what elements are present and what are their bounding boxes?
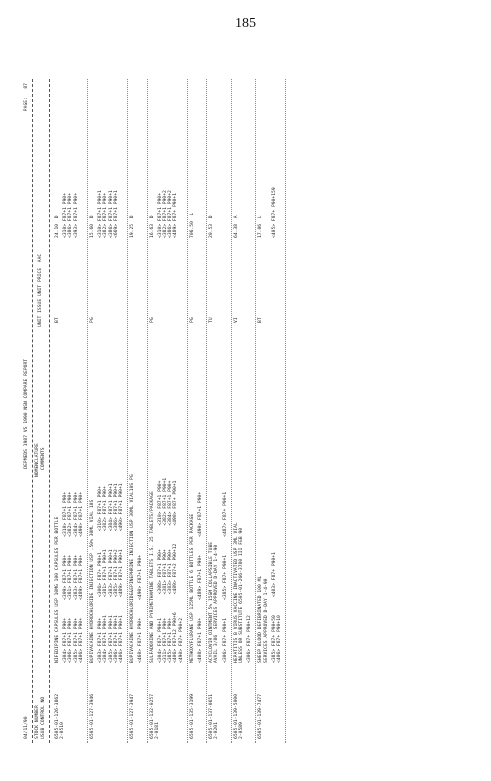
col-usub-control: USUB CONTROL NO bbox=[41, 696, 46, 739]
report-header bbox=[24, 83, 29, 739]
entry-divider bbox=[285, 79, 286, 743]
stock-number: 6505-01-127-3947 bbox=[130, 693, 136, 739]
right-code-column: <310> F87+1 P90+ <386> F87+1 P90+ <393> F87+1 P90+ bbox=[63, 192, 79, 238]
unit-issue: BT bbox=[55, 317, 60, 323]
right-code-column: <405> F87+ P90+159 bbox=[271, 187, 277, 238]
stock-number: 6505-01-126-3862 2-0510 bbox=[55, 693, 66, 739]
nomenclature: BUPIVACAINE HYDROCHLORIDE&EPINEPHRINE INJECTION USP 30ML VIAL10S PG bbox=[130, 474, 136, 663]
nomenclature: BUPIVACAINE HYDROCHLORIDE INJECTION USP .50% 30ML VIAL 10S bbox=[90, 499, 95, 663]
nomenclature: SHEEP BLOOD DEFIBRINATED 100 ML SERVICES APPROVED D-DAY 1-4-90 bbox=[258, 575, 269, 663]
code-column: <310> F87+1 P90+ <382> F87+1 P90+ <384> F87+1 P90+ <490> F87+1 P90+ bbox=[63, 491, 84, 537]
code-columns bbox=[63, 203, 84, 663]
code-column: <490> F87+1 P90+ bbox=[138, 554, 144, 600]
nomenclature: NIFEDIPINE CAPSULES USP 10MG 100 CAPSULES PER BOTTLE bbox=[55, 516, 60, 663]
unit-price: 19.25 D bbox=[130, 215, 136, 238]
nomenclature: ACYCLOVIR OINTMENT 5% 15GM COLLAPSIBLE TUBE AVAIL 3/86 SERVICES APPROVED D-DAY 1-4-90 bbox=[209, 541, 220, 663]
unit-issue: VI bbox=[233, 317, 239, 323]
col-unit-issue: UNIT ISSUE UNIT PRICE AAC bbox=[38, 253, 43, 327]
page-number: 185 bbox=[235, 16, 256, 31]
report-title: DEPMEDS 1987 VS 1990 NSN COMPARE REPORT bbox=[24, 358, 29, 469]
code-column: <385> F87+ P90+50 <406> F87+ P90+10 bbox=[271, 615, 282, 663]
code-column: <303> F87+1 P90+ <304> F87+1 P90+1 <305> F87+1 P90+1 <306> F87+1 P90+1 <406> F87+1 P90+1 bbox=[98, 615, 124, 663]
code-column: <304> F87+ P90+1 <311> F87+1 P90+ <385> F87+1 P90+ <406> F87+12 P90+6 <490> F87+ P90+2 bbox=[157, 612, 184, 663]
unit-price: 24.10 D bbox=[55, 215, 60, 238]
col-stock-number: STOCK NUMBER bbox=[35, 705, 40, 739]
code-column: <490> F87+1 P90+ bbox=[197, 491, 203, 537]
col-nomenclature: NOMENCLATURE bbox=[35, 443, 40, 477]
code-columns bbox=[198, 203, 203, 663]
stock-number: 6505-01-132-0257 2-0181 bbox=[149, 693, 160, 739]
code-column: <460> F87+1 P90+ bbox=[138, 617, 144, 663]
header-divider bbox=[32, 79, 33, 743]
code-column: <306> F87+ P90+1 <381> F87+1 P90+1 <383> F87+1 P90+1 <385> F87+1 P90+2 <489> F87+1 P90+1 bbox=[98, 549, 124, 598]
code-column: <306> F87+ P90+12 bbox=[247, 615, 253, 663]
code-column: <403> F87+ P90+1 bbox=[271, 552, 277, 598]
column-divider bbox=[49, 79, 50, 743]
unit-issue: BT bbox=[258, 317, 264, 323]
code-columns bbox=[223, 203, 228, 663]
right-code-column: <310> F87+1 P90+1 <382> F87+1 P90+ <386> F87+1 P90+1 <669> F87+1 P90+1 bbox=[98, 190, 119, 238]
code-column: <304> F87+1 P90+ <306> F87+1 P90+ <385> F87+1 P90+ <406> F87+1 P90+ bbox=[63, 617, 84, 663]
rotated-report bbox=[22, 75, 464, 747]
nomenclature: HEPATITIS B VIRUS VACCINE INACTIVATED USP 3ML VIAL UNLESS OR SUBSTITUTE 6505-01-266-3780 III FEB 90 bbox=[233, 522, 244, 663]
code-column: <489> F87+1 P90+ bbox=[197, 554, 203, 600]
entry-divider bbox=[147, 79, 148, 743]
entry-divider bbox=[231, 79, 232, 743]
code-columns bbox=[247, 203, 252, 663]
right-code-column: <310> F87+1 P90+ <382> F87+1 P90+2 <386> F87+1 P90+2 <489> F87+ P90+1 bbox=[157, 190, 179, 238]
code-column: <310> F87+1 P90+ <382> F87+1 P90+1 <384> F87+1 P90+ <490> F87+ P90+1 bbox=[157, 477, 179, 526]
code-column: <309> F87+1 P90+ <381> F87+1 P90+ <383> F87+1 P90+ <489> F87+1 P90+ bbox=[63, 554, 84, 600]
code-column: <408> F87+1 P90+ bbox=[197, 617, 203, 663]
nomenclature: METHOXYFLURANE USP 125ML BOTTLE 6 BOTTLES PER PACKAGE bbox=[189, 513, 195, 663]
entry-divider bbox=[255, 79, 256, 743]
stock-number: 6505-01-137-0651 2-0201 bbox=[209, 693, 220, 739]
code-columns bbox=[138, 203, 143, 663]
unit-price: 706.50 L bbox=[189, 212, 195, 238]
unit-issue: TU bbox=[209, 317, 215, 323]
report-body bbox=[22, 75, 464, 747]
stock-number: 6505-01-139-5000 2-0589 bbox=[233, 693, 244, 739]
code-columns bbox=[158, 203, 184, 663]
report-page: PAGE: 87 bbox=[24, 83, 29, 112]
unit-price: 17.06 L bbox=[258, 215, 264, 238]
code-column: <310> F87+1 P90+ <382> F87+1 P90+ <384> F87+1 P90+1 <386> F87+1 P90+1 <490> F87+1 P90+1 bbox=[98, 483, 124, 532]
code-columns bbox=[98, 203, 124, 663]
code-column: <308> F87+1 P90+ <381> F87+1 P90+ <383> F87+1 P90+ <489> F87+2 P90+12 bbox=[157, 543, 179, 595]
unit-issue: PG bbox=[149, 317, 155, 323]
code-column: <306> F87+ P90+1 bbox=[222, 617, 228, 663]
unit-price: 64.38 A bbox=[233, 215, 239, 238]
entry-divider bbox=[206, 79, 207, 743]
code-column: <385> F87+ P90+1 bbox=[222, 554, 228, 600]
entry-divider bbox=[187, 79, 188, 743]
code-columns bbox=[272, 203, 282, 663]
unit-price: 20.53 D bbox=[209, 215, 215, 238]
entry-divider bbox=[127, 79, 128, 743]
stock-number: 6505-01-127-3946 bbox=[90, 693, 95, 739]
col-comments: COMMENTS bbox=[41, 447, 46, 470]
code-column: <487> F87+ P90+1 bbox=[222, 491, 228, 537]
entry-divider bbox=[87, 79, 88, 743]
report-date: 04/11/90 bbox=[24, 716, 29, 739]
unit-price: 16.63 D bbox=[149, 215, 155, 238]
stock-number: 6505-01-139-7477 bbox=[258, 693, 264, 739]
nomenclature: SULFADOXINE AND PYRIMETHAMINE TABLETS I.S. 25 TABLETS/PACKAGE bbox=[149, 491, 155, 663]
unit-issue: PG bbox=[189, 317, 195, 323]
unit-issue: PG bbox=[90, 317, 95, 323]
unit-price: 15.60 D bbox=[90, 215, 95, 238]
stock-number: 6505-01-135-3199 bbox=[189, 693, 195, 739]
